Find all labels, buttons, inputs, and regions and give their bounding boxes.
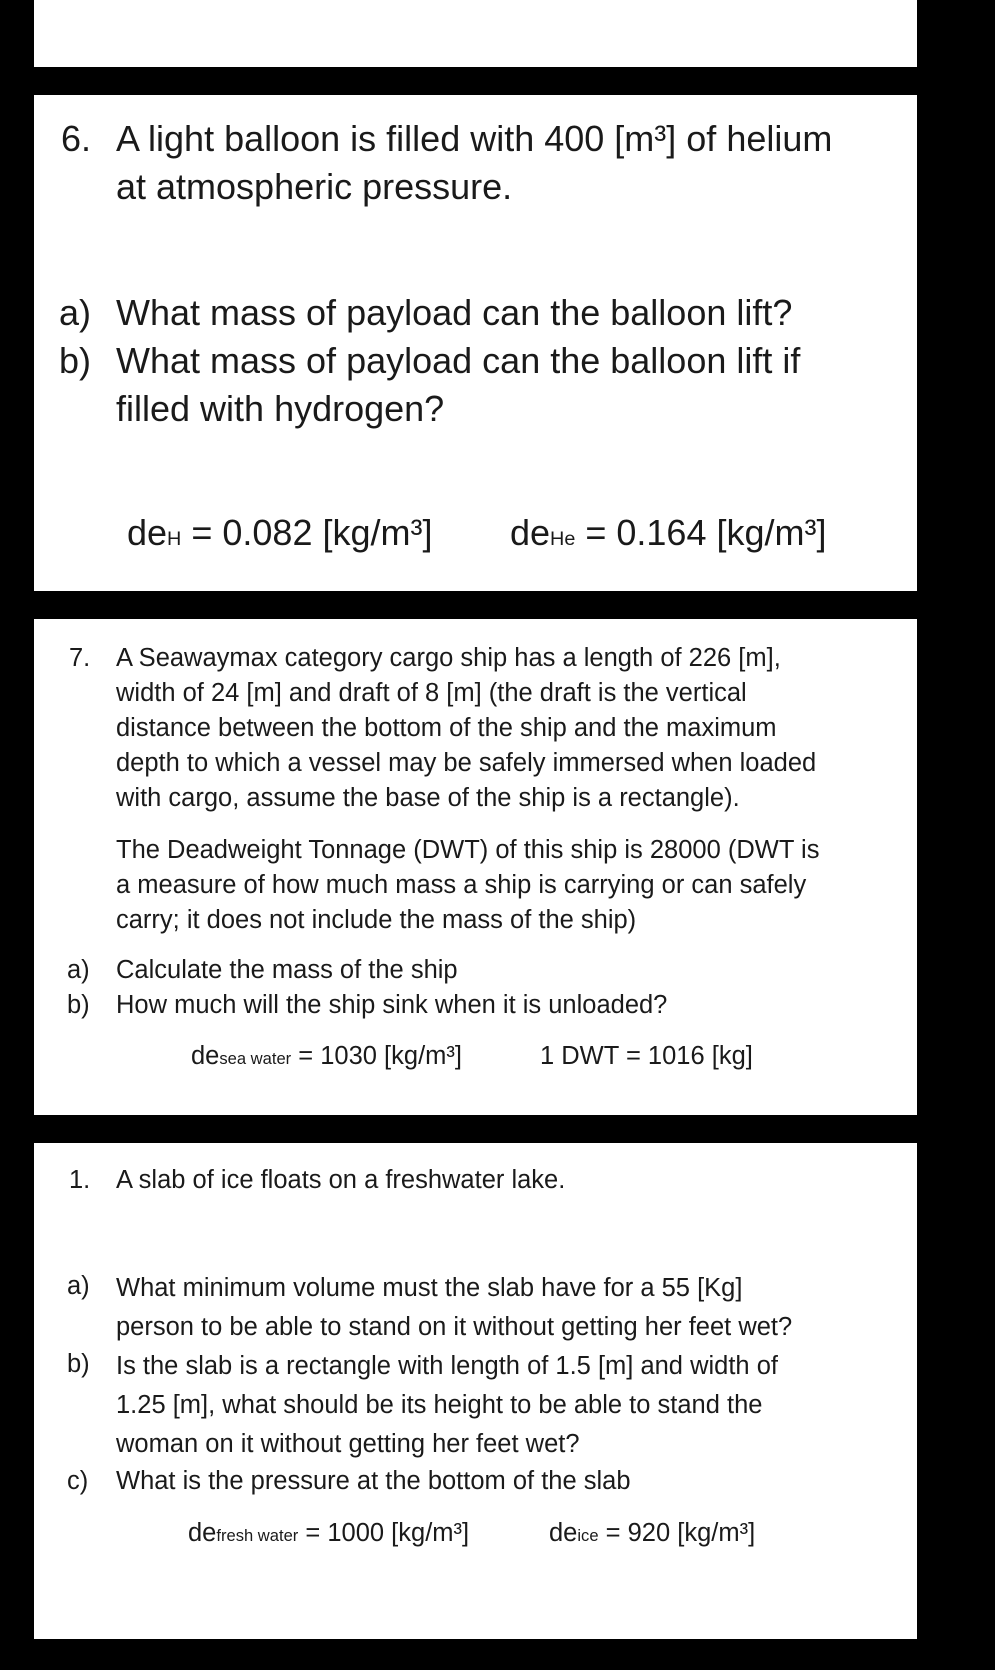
density-value: = 0.164 [kg/m³] — [575, 512, 827, 553]
question-line: distance between the bottom of the ship and the maximum — [116, 714, 777, 742]
question-1-text: A slab of ice floats on a freshwater lake. — [116, 1166, 566, 1194]
density-subscript: He — [550, 528, 576, 550]
dwt-line: The Deadweight Tonnage (DWT) of this ship is 28000 (DWT is — [116, 836, 820, 864]
question-1-number: 1. — [69, 1166, 91, 1194]
question-line: A light balloon is filled with 400 [m³] of helium — [116, 118, 833, 159]
part-b-label: b) — [67, 1350, 90, 1378]
part-a-text — [116, 1269, 792, 1347]
part-c-text: What is the pressure at the bottom of the slab — [116, 1467, 631, 1495]
density-helium — [510, 509, 826, 563]
density-fresh-water — [188, 1516, 469, 1553]
dwt-line: carry; it does not include the mass of the ship) — [116, 906, 637, 934]
density-symbol: de — [188, 1519, 217, 1547]
density-value: = 1000 [kg/m³] — [298, 1519, 470, 1547]
question-6-text — [116, 115, 832, 211]
part-line: filled with hydrogen? — [116, 388, 445, 429]
question-1-panel — [34, 1143, 917, 1639]
part-b-text: How much will the ship sink when it is unloaded? — [116, 991, 668, 1019]
question-line: with cargo, assume the base of the ship is a rectangle). — [116, 784, 740, 812]
part-a-text: What mass of payload can the balloon lift? — [116, 292, 793, 333]
top-blank-panel — [34, 0, 917, 67]
part-b-label: b) — [59, 340, 92, 381]
part-a-label: a) — [59, 292, 92, 333]
density-value: = 1030 [kg/m³] — [291, 1042, 462, 1070]
density-symbol: de — [191, 1042, 220, 1070]
part-line: person to be able to stand on it without getting her feet wet? — [116, 1313, 793, 1341]
part-b-label: b) — [67, 991, 90, 1019]
part-line: Is the slab is a rectangle with length of 1.5 [m] and width of — [116, 1352, 778, 1380]
question-line: at atmospheric pressure. — [116, 166, 513, 207]
question-7-panel — [34, 619, 917, 1115]
question-line: A Seawaymax category cargo ship has a length of 226 [m], — [116, 644, 781, 672]
dwt-description — [116, 833, 819, 938]
part-b-text — [116, 1347, 778, 1464]
question-line: width of 24 [m] and draft of 8 [m] (the draft is the vertical — [116, 679, 747, 707]
dwt-conversion: 1 DWT = 1016 [kg] — [540, 1042, 753, 1070]
part-line: woman on it without getting her feet wet? — [116, 1430, 580, 1458]
density-value: = 0.082 [kg/m³] — [181, 512, 433, 553]
part-a-label: a) — [67, 1272, 90, 1300]
question-7-text — [116, 641, 816, 816]
part-line: What minimum volume must the slab have for a 55 [Kg] — [116, 1274, 743, 1302]
density-subscript: ice — [577, 1526, 599, 1545]
part-line: 1.25 [m], what should be its height to be able to stand the — [116, 1391, 763, 1419]
question-line: depth to which a vessel may be safely immersed when loaded — [116, 749, 817, 777]
part-a-text: Calculate the mass of the ship — [116, 956, 458, 984]
density-symbol: de — [549, 1519, 578, 1547]
density-symbol: de — [510, 512, 551, 553]
density-value: = 920 [kg/m³] — [598, 1519, 756, 1547]
density-ice — [549, 1516, 755, 1553]
density-subscript: sea water — [219, 1049, 292, 1068]
question-6-number: 6. — [61, 118, 92, 159]
question-7-number: 7. — [69, 644, 91, 672]
part-b-text — [116, 337, 800, 433]
part-a-label: a) — [67, 956, 90, 984]
density-hydrogen — [127, 509, 432, 563]
density-subscript: fresh water — [216, 1526, 299, 1545]
part-c-label: c) — [67, 1467, 89, 1495]
part-line: What mass of payload can the balloon lift if — [116, 340, 801, 381]
density-subscript: H — [167, 528, 182, 550]
density-symbol: de — [127, 512, 168, 553]
question-6-panel — [34, 95, 917, 591]
density-sea-water — [191, 1039, 462, 1076]
dwt-line: a measure of how much mass a ship is carrying or can safely — [116, 871, 807, 899]
